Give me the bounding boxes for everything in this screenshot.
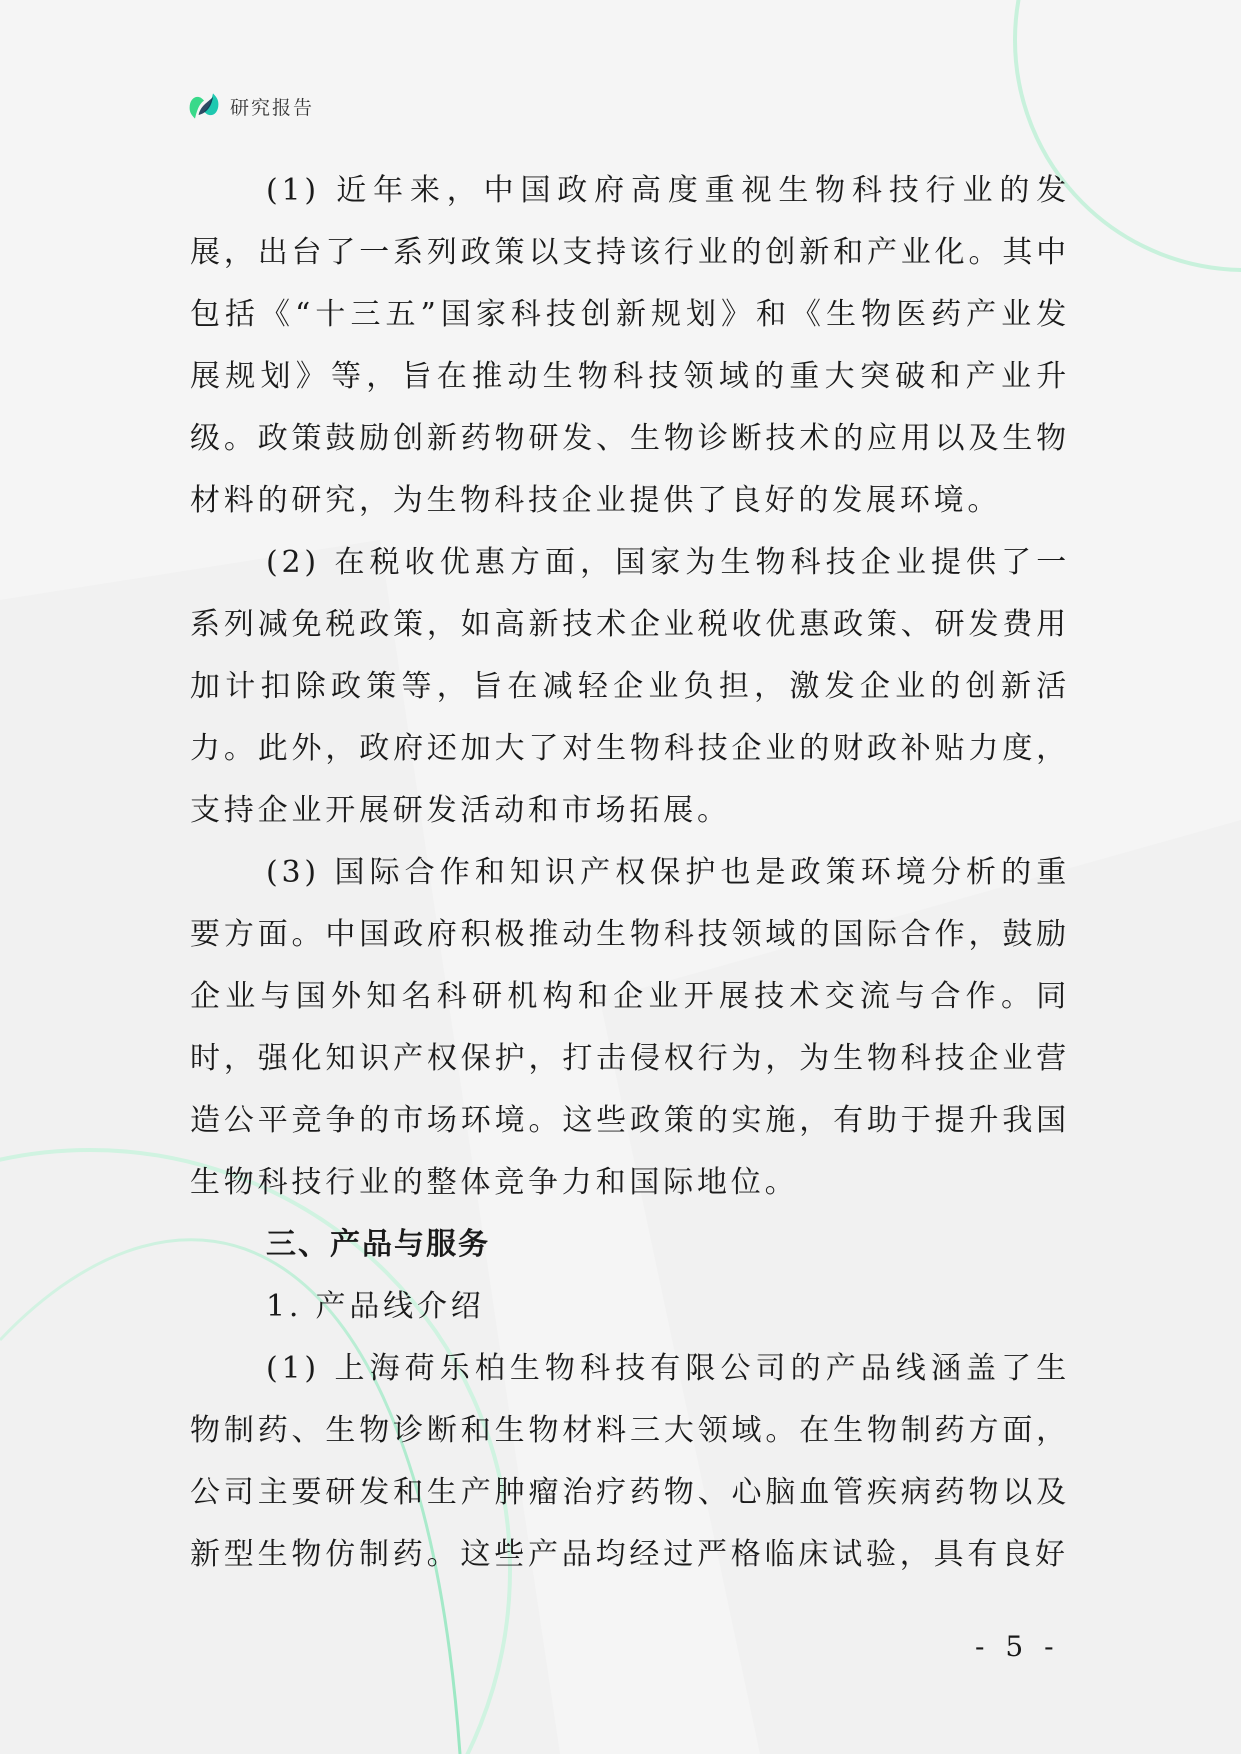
subsection-heading: 1. 产品线介绍 <box>266 1289 485 1324</box>
paragraph-policy-1: (1) 近年来，中国政府高度重视生物科技行业的发展，出台了一系列政策以支持该行业的创新和产业化。其中包括《“十三五”国家科技创新规划》和《生物医药产业发展规划》等，旨在推动生物科技领域的重大突破和产业升级。政策鼓励创新药物研发、生物诊断技术的应用以及生物材料的研究，为生物科技企业提供了良好的发展环境。 <box>190 173 1070 518</box>
paragraph-policy-2: (2) 在税收优惠方面，国家为生物科技企业提供了一系列减免税政策，如高新技术企业税收优惠政策、研发费用加计扣除政策等，旨在减轻企业负担，激发企业的创新活力。此外，政府还加大了对生物科技企业的财政补贴力度，支持企业开展研发活动和市场拓展。 <box>190 545 1070 828</box>
document-body <box>190 160 1070 1586</box>
paragraph-policy-3: (3) 国际合作和知识产权保护也是政策环境分析的重要方面。中国政府积极推动生物科技领域的国际合作，鼓励企业与国外知名科研机构和企业开展技术交流与合作。同时，强化知识产权保护，打击侵权行为，为生物科技企业营造公平竞争的市场环境。这些政策的实施，有助于提升我国生物科技行业的整体竞争力和国际地位。 <box>190 855 1070 1200</box>
report-header <box>186 88 314 124</box>
paragraph-product-line: (1) 上海荷乐柏生物科技有限公司的产品线涵盖了生物制药、生物诊断和生物材料三大领域。在生物制药方面，公司主要研发和生产肿瘤治疗药物、心脑血管疾病药物以及新型生物仿制药。这些产品均经过严格临床试验，具有良好 <box>190 1351 1070 1572</box>
section-heading: 三、产品与服务 <box>266 1227 490 1262</box>
header-title: 研究报告 <box>230 96 315 119</box>
leaf-logo-icon <box>186 88 222 124</box>
page-number: - 5 - <box>975 1630 1060 1663</box>
